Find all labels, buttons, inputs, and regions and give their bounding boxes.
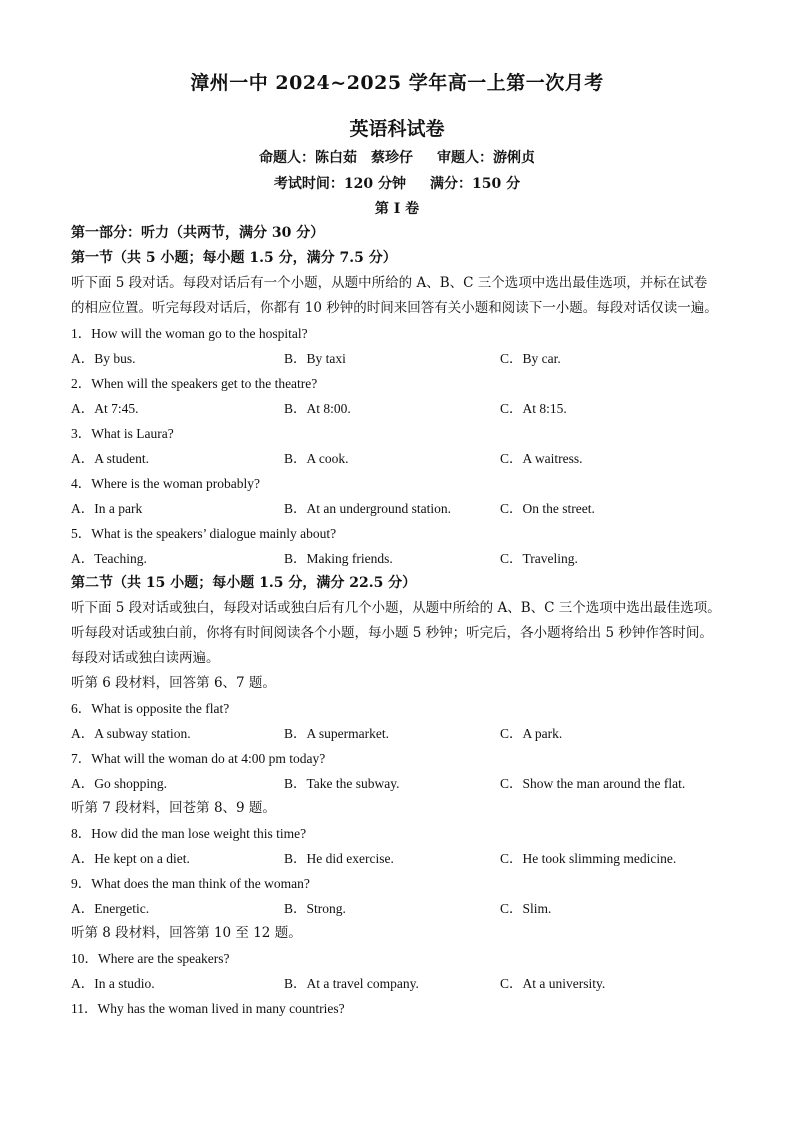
exam-authors-line	[0, 147, 794, 167]
exam-time-line	[0, 173, 794, 193]
question-options	[71, 496, 731, 521]
option-a: A．In a park	[71, 501, 143, 516]
option-b: B．A supermarket.	[284, 726, 389, 741]
section1-heading: 第一节（共 5 小题；每小题 1.5 分，满分 7.5 分）	[71, 250, 397, 266]
material-note: 听第 7 段材料，回苍第 8、9 题。	[71, 800, 276, 816]
option-b: B．At a travel company.	[284, 976, 419, 991]
option-b: B．Strong.	[284, 901, 346, 916]
option-c: C．Slim.	[500, 901, 552, 916]
exam-title: 漳州一中 2024~2025 学年高一上第一次月考	[190, 72, 604, 94]
section2-instructions-line: 听下面 5 段对话或独白，每段对话或独白后有几个小题，从题中所给的 A、B、C 三个选项中选出最佳选项。	[71, 600, 721, 616]
option-b: B．Take the subway.	[284, 776, 400, 791]
option-c: C．He took slimming medicine.	[500, 851, 677, 866]
question-options	[71, 546, 731, 571]
score-label: 满分：150 分	[430, 176, 521, 192]
question-options	[71, 346, 731, 371]
option-a: A．In a studio.	[71, 976, 155, 991]
option-b: B．A cook.	[284, 451, 349, 466]
option-a: A．By bus.	[71, 351, 136, 366]
material-note: 听第 8 段材料，回答第 10 至 12 题。	[71, 925, 302, 941]
option-b: B．Making friends.	[284, 551, 393, 566]
section1-instructions-line: 的相应位置。听完每段对话后，你都有 10 秒钟的时间来回答有关小题和阅读下一小题。每段对话仅读一遍。	[71, 300, 718, 316]
time-label: 考试时间：120 分钟	[273, 176, 406, 192]
option-c: C．On the street.	[500, 501, 595, 516]
question-stem: 2．When will the speakers get to the theatre?	[71, 376, 318, 391]
question-options	[71, 971, 731, 996]
material-note: 听第 6 段材料，回答第 6、7 题。	[71, 675, 276, 691]
option-a: A．He kept on a diet.	[71, 851, 190, 866]
option-a: A．A student.	[71, 451, 150, 466]
option-a: A．Teaching.	[71, 551, 147, 566]
question-stem: 10．Where are the speakers?	[71, 951, 230, 966]
question-options	[71, 396, 731, 421]
question-stem: 3．What is Laura?	[71, 426, 174, 441]
option-b: B．He did exercise.	[284, 851, 394, 866]
section2-instructions-line: 听每段对话或独白前，你将有时间阅读各个小题，每小题 5 秒钟；听完后，各小题将给出 5 秒钟作答时间。	[71, 625, 713, 641]
section2-heading: 第二节（共 15 小题；每小题 1.5 分，满分 22.5 分）	[71, 575, 417, 591]
option-c: C．Traveling.	[500, 551, 578, 566]
question-stem: 6．What is opposite the flat?	[71, 701, 230, 716]
option-c: C．At a university.	[500, 976, 606, 991]
section1-instructions-line: 听下面 5 段对话。每段对话后有一个小题，从题中所给的 A、B、C 三个选项中选出最佳选项，并标在试卷	[71, 275, 708, 291]
option-b: B．At an underground station.	[284, 501, 451, 516]
question-stem: 11．Why has the woman lived in many countries?	[71, 1001, 345, 1016]
question-stem: 5．What is the speakers’ dialogue mainly about?	[71, 526, 337, 541]
section2-instructions-line: 每段对话或独白读两遍。	[71, 650, 220, 666]
reviewer-label: 审题人：游俐贞	[437, 150, 535, 166]
option-b: B．At 8:00.	[284, 401, 351, 416]
volume-label: 第 I 卷	[374, 201, 420, 217]
exam-content	[71, 221, 731, 1021]
option-c: C．At 8:15.	[500, 401, 567, 416]
question-stem: 7．What will the woman do at 4:00 pm today?	[71, 751, 326, 766]
option-c: C．Show the man around the flat.	[500, 776, 686, 791]
option-b: B．By taxi	[284, 351, 346, 366]
question-options	[71, 846, 731, 871]
option-a: A．At 7:45.	[71, 401, 139, 416]
question-stem: 9．What does the man think of the woman?	[71, 876, 310, 891]
option-a: A．A subway station.	[71, 726, 191, 741]
question-stem: 4．Where is the woman probably?	[71, 476, 260, 491]
option-c: C．By car.	[500, 351, 561, 366]
authors-label: 命题人：陈白茹 蔡珍仔	[259, 150, 413, 166]
exam-subject: 英语科试卷	[349, 118, 445, 140]
option-c: C．A waitress.	[500, 451, 583, 466]
question-options	[71, 721, 731, 746]
question-options	[71, 446, 731, 471]
part1-heading: 第一部分：听力（共两节，满分 30 分）	[71, 225, 325, 241]
question-options	[71, 896, 731, 921]
question-stem: 8．How did the man lose weight this time?	[71, 826, 307, 841]
option-c: C．A park.	[500, 726, 563, 741]
option-a: A．Go shopping.	[71, 776, 168, 791]
question-options	[71, 771, 731, 796]
question-stem: 1．How will the woman go to the hospital?	[71, 326, 308, 341]
option-a: A．Energetic.	[71, 901, 150, 916]
